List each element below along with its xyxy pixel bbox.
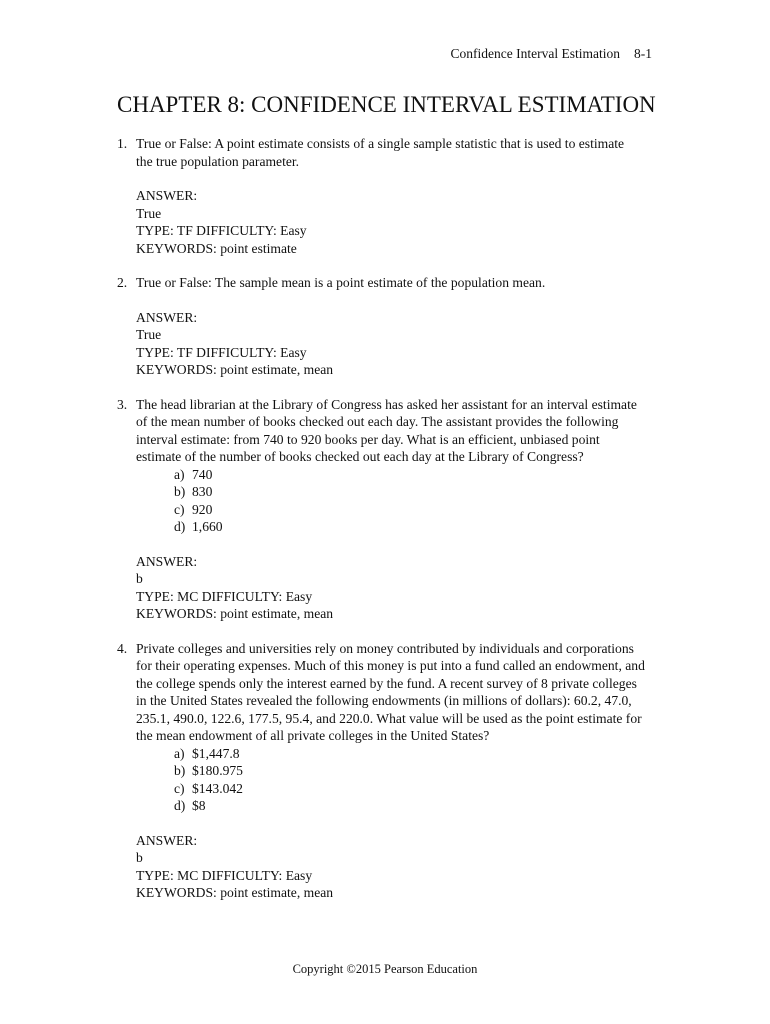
question-text-line: True or False: The sample mean is a point estimate of the population mean. [136, 275, 546, 290]
type-difficulty: TYPE: MC DIFFICULTY: Easy [136, 867, 313, 883]
question-number: 3. [117, 396, 128, 412]
answer-label: ANSWER: [136, 553, 198, 569]
question-text-line: the college spends only the interest earned by the fund. A recent survey of 8 private colleges [136, 675, 637, 691]
type-difficulty: TYPE: MC DIFFICULTY: Easy [136, 588, 313, 604]
answer-label: ANSWER: [136, 832, 198, 848]
copyright-footer: Copyright ©2015 Pearson Education [292, 962, 478, 976]
choice-text: 830 [192, 484, 213, 499]
question-number: 1. [117, 136, 128, 151]
choice-letter: c) [174, 501, 185, 517]
choice-text: $180.975 [192, 763, 243, 778]
question-list [117, 135, 662, 902]
choice-text: $8 [192, 798, 206, 813]
question-text-line: for their operating expenses. Much of this money is put into a fund called an endowment, and [136, 658, 645, 673]
question-text-line: Private colleges and universities rely on money contributed by individuals and corporations [136, 640, 634, 656]
question-spacer [117, 379, 662, 396]
question-text-line: the mean endowment of all private colleges in the United States? [136, 728, 490, 743]
question-text-line: interval estimate: from 740 to 920 books per day. What is an efficient, unbiased point [136, 431, 600, 447]
answer-choices [136, 466, 662, 536]
answer-block [136, 187, 662, 257]
answer-choice [174, 501, 662, 519]
choice-text: $1,447.8 [192, 745, 240, 761]
answer-value: True [136, 205, 162, 221]
choice-text: 1,660 [192, 519, 223, 534]
chapter-title: CHAPTER 8: CONFIDENCE INTERVAL ESTIMATION [117, 92, 656, 117]
question-number: 4. [117, 640, 128, 656]
question-text [136, 640, 662, 745]
running-header [451, 46, 652, 62]
choice-letter: c) [174, 780, 185, 796]
answer-choices [136, 745, 662, 815]
answer-value: True [136, 327, 162, 342]
keywords: KEYWORDS: point estimate, mean [136, 885, 334, 900]
question-text-line: The head librarian at the Library of Congress has asked her assistant for an interval estimate [136, 396, 637, 412]
answer-value: b [136, 850, 143, 865]
question-item [117, 274, 662, 379]
answer-block [136, 832, 662, 902]
answer-choice [174, 780, 662, 798]
question-text-line: the true population parameter. [136, 153, 300, 169]
answer-block [136, 553, 662, 623]
answer-choice [174, 797, 662, 815]
type-difficulty: TYPE: TF DIFFICULTY: Easy [136, 344, 307, 360]
answer-choice [174, 745, 662, 763]
page-number: 8-1 [634, 46, 652, 61]
choice-letter: d) [174, 798, 186, 813]
type-difficulty: TYPE: TF DIFFICULTY: Easy [136, 223, 307, 238]
keywords: KEYWORDS: point estimate [136, 240, 297, 256]
choice-text: 740 [192, 466, 213, 482]
question-item [117, 640, 662, 902]
choice-letter: a) [174, 466, 185, 482]
choice-text: $143.042 [192, 780, 243, 796]
question-text-line: True or False: A point estimate consists of a single sample statistic that is used to estimate [136, 136, 625, 151]
answer-choice [174, 483, 662, 501]
question-text-line: 235.1, 490.0, 122.6, 177.5, 95.4, and 220.0. What value will be used as the point estimate for [136, 710, 642, 726]
answer-value: b [136, 571, 143, 586]
question-text [136, 135, 662, 170]
answer-label: ANSWER: [136, 188, 198, 203]
answer-block [136, 309, 662, 379]
choice-letter: d) [174, 519, 186, 534]
running-title: Confidence Interval Estimation [450, 46, 620, 61]
question-text [136, 396, 662, 466]
answer-choice [174, 762, 662, 780]
choice-text: 920 [192, 501, 213, 517]
choice-letter: b) [174, 763, 186, 778]
question-text-line: in the United States revealed the following endowments (in millions of dollars): 60.2, 47.0, [136, 693, 632, 708]
keywords: KEYWORDS: point estimate, mean [136, 606, 334, 621]
question-item [117, 396, 662, 623]
question-spacer [117, 257, 662, 274]
question-text-line: estimate of the number of books checked out each day at the Library of Congress? [136, 449, 584, 464]
answer-choice [174, 466, 662, 484]
question-text [136, 274, 662, 292]
question-number: 2. [117, 275, 128, 290]
answer-choice [174, 518, 662, 536]
keywords: KEYWORDS: point estimate, mean [136, 362, 334, 377]
choice-letter: a) [174, 745, 185, 761]
question-text-line: of the mean number of books checked out each day. The assistant provides the following [136, 414, 619, 429]
question-item [117, 135, 662, 257]
answer-label: ANSWER: [136, 309, 198, 325]
question-spacer [117, 623, 662, 640]
choice-letter: b) [174, 484, 186, 499]
